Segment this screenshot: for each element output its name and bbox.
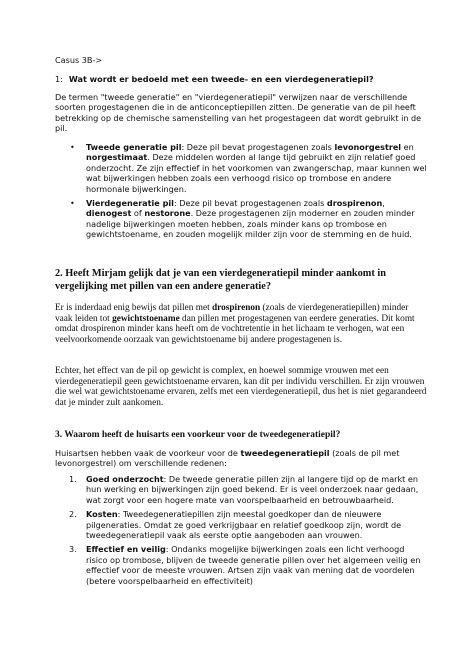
bold-term: gewichtstoename bbox=[112, 313, 180, 324]
text-run: : De tweede generatie pillen zijn al langere tijd op de markt en hun werking en bijwerkingen zijn goed bekend. Er is veel onderzoek naar gedaan, wat zorgt voor een hogere mate van voorspelbaarheid en betrouwbaarheid. bbox=[86, 474, 419, 505]
text-run: : Tweedegeneratiepillen zijn meestal goedkoper dan de nieuwere pilgeneraties. Omdat ze goed verkrijgbaar en relatief goedkoop zijn, wordt de tweedegeneratiepil vaak als eerste optie aangeboden aan vrouwen. bbox=[86, 509, 402, 541]
bold-term: norgestimaat bbox=[86, 152, 148, 163]
bold-term: Goed onderzocht bbox=[86, 474, 164, 484]
bold-term: dienogest bbox=[86, 208, 132, 219]
bold-term: nestorone bbox=[144, 208, 191, 219]
question-1-number: 1: bbox=[55, 74, 63, 84]
list-number: 1. bbox=[69, 474, 77, 484]
list-number: 2. bbox=[69, 509, 77, 520]
bold-term: Vierdegeneratie pil bbox=[86, 198, 174, 209]
paragraph-drospirenon bbox=[55, 303, 427, 345]
reasons-list bbox=[55, 474, 427, 590]
bold-term: drospirenon bbox=[326, 198, 383, 209]
casus-label: Casus 3B-> bbox=[55, 55, 103, 65]
text-run: (zoals de vierdegeneratiepillen) minder vaak leiden tot bbox=[55, 303, 409, 324]
text-run: : Ondanks mogelijke bijwerkingen zoals een licht verhoogd risico op trombose, blijven de tweede generatie pillen over het algemeen veilig en effectief voor de meeste vrouwen. Artsen zijn vaak van mening dat de voordelen (betere voorspelbaarheid en effectiviteit) bbox=[86, 544, 421, 586]
text-run: en bbox=[401, 142, 414, 152]
text-run: : Deze pil bevat progestagenen zoals bbox=[181, 142, 335, 152]
text-run: of bbox=[131, 208, 145, 219]
paragraph-huisarts bbox=[55, 448, 430, 469]
bold-term: levonorgestrel bbox=[334, 142, 402, 152]
bullet-item-vierde bbox=[55, 198, 427, 240]
paragraph-weight-effect bbox=[55, 366, 427, 408]
question-2-heading: 2. Heeft Mirjam gelijk dat je van een vierdegeneratiepil minder aankomt in vergelijking met pillen van een andere generatie? bbox=[55, 268, 386, 292]
question-1-text: Wat wordt er bedoeld met een tweede- en een vierdegeneratiepil? bbox=[68, 74, 374, 84]
text-run: dan pillen met progestagenen van eerdere generaties. Dit komt omdat drospirenon minder kans heeft om de vochtretentie in het lichaam te verhogen, wat een veelvoorkomende oorzaak van gewichtstoename bij andere progestagenen is. bbox=[55, 313, 415, 345]
reason-item bbox=[55, 544, 427, 586]
text-run: Huisartsen hebben vaak de voorkeur voor de bbox=[55, 448, 241, 458]
bullet-icon: • bbox=[70, 198, 75, 209]
reason-item bbox=[55, 474, 427, 505]
text-run: . Deze middelen worden al lange tijd gebruikt en zijn relatief goed onderzocht. Ze zijn effectief in het voorkomen van zwangerschap, maar kunnen wel wat bijwerkingen hebben zoals een verhoogd risico op trombose en andere hormonale bijwerkingen. bbox=[86, 152, 427, 194]
list-number: 3. bbox=[69, 544, 77, 555]
bullet-list bbox=[55, 142, 427, 244]
text-run: : Deze pil bevat progestagenen zoals bbox=[173, 198, 327, 209]
bold-term: Kosten bbox=[86, 509, 118, 520]
bold-term: tweedegeneratiepil bbox=[240, 448, 330, 458]
reason-item bbox=[55, 509, 427, 540]
text-run: , bbox=[382, 198, 385, 209]
bullet-item-tweede bbox=[55, 142, 427, 194]
bullet-icon: • bbox=[70, 142, 75, 152]
paragraph-text: De termen "tweede generatie" en "vierdegeneratiepil" verwijzen naar de verschillende soorten progestagenen die in de anticonceptiepillen zitten. De generatie van de pil heeft betrekking op de chemische samenstelling van het progestageen dat wordt gebruikt in de pil. bbox=[55, 92, 422, 134]
text-run: Echter, het effect van de pil op gewicht is complex, en hoewel sommige vrouwen met een vierdegeneratiepil geen gewichtstoename ervaren, kan dit per individu verschillen. Er zijn vrouwen die wel wat gewichtstoename ervaren, zelfs met een vierdegeneratiepil, dus het is niet gegarandeerd dat je minder zult aankomen. bbox=[55, 366, 427, 408]
bold-term: Effectief en veilig bbox=[86, 544, 166, 555]
text-run: Er is inderdaad enig bewijs dat pillen met bbox=[55, 303, 212, 313]
text-run: . Deze progestagenen zijn moderner en zouden minder nadelige bijwerkingen moeten hebben, zoals minder kans op trombose en gewichtstoename, en zouden mogelijk milder zijn voor de stemming en de huid. bbox=[86, 208, 415, 240]
question-3-heading: 3. Waarom heeft de huisarts een voorkeur voor de tweedegeneratiepil? bbox=[55, 430, 341, 440]
bold-term: drospirenon bbox=[211, 303, 261, 313]
bold-term: Tweede generatie pil bbox=[86, 142, 182, 152]
paragraph-generations bbox=[55, 92, 427, 134]
question-1-heading bbox=[55, 74, 374, 84]
text-run: (zoals de pil met levonorgestrel) om verschillende redenen: bbox=[55, 448, 400, 469]
